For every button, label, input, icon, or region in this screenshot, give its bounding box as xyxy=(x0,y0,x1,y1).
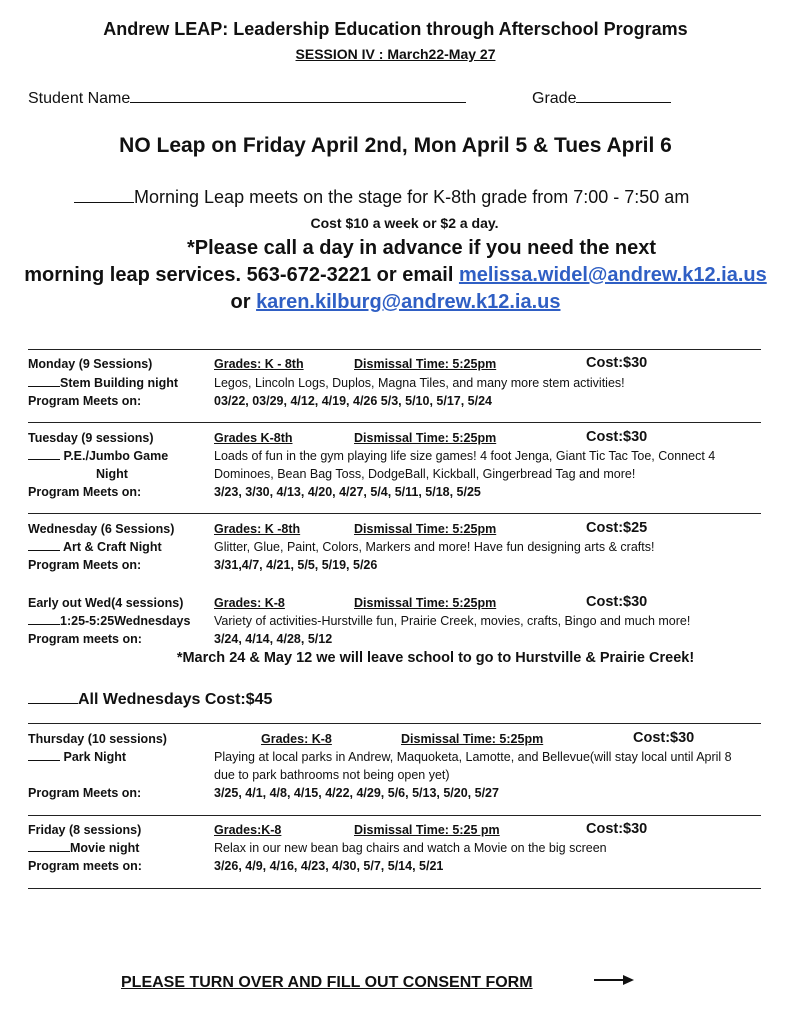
friday-program-name: Movie night xyxy=(70,841,140,855)
early-out-note: *March 24 & May 12 we will leave school to go to Hurstville & Prairie Creek! xyxy=(176,650,695,666)
friday-signup-blank[interactable] xyxy=(28,839,70,852)
all-wednesdays-option xyxy=(28,689,272,709)
student-name-blank[interactable] xyxy=(130,88,466,103)
monday-day: Monday (9 Sessions) xyxy=(28,357,153,371)
student-name-label: Student Name xyxy=(28,90,131,107)
thursday-cost: Cost:$30 xyxy=(633,730,695,746)
call-notice-line2 xyxy=(0,264,791,287)
friday-grades: Grades:K-8 xyxy=(214,823,282,837)
thursday-dates: 3/25, 4/1, 4/8, 4/15, 4/22, 4/29, 5/6, 5/13, 5/20, 5/27 xyxy=(214,786,499,800)
morning-cost: Cost $10 a week or $2 a day. xyxy=(310,215,499,231)
friday-dismissal: Dismissal Time: 5:25 pm xyxy=(354,823,500,837)
friday-dates: 3/26, 4/9, 4/16, 4/23, 4/30, 5/7, 5/14, 5/21 xyxy=(214,859,444,873)
page-title: Andrew LEAP: Leadership Education through Afterschool Programs xyxy=(103,19,688,39)
friday-program xyxy=(28,839,139,857)
early-out-dismissal: Dismissal Time: 5:25pm xyxy=(354,596,497,610)
divider xyxy=(28,888,761,889)
grade-blank[interactable] xyxy=(576,88,671,103)
tuesday-day: Tuesday (9 sessions) xyxy=(28,431,154,445)
email-link-melissa[interactable]: melissa.widel@andrew.k12.ia.us xyxy=(458,264,767,286)
divider xyxy=(28,723,761,724)
wednesday-dates: 3/31,4/7, 4/21, 5/5, 5/19, 5/26 xyxy=(214,558,378,572)
divider xyxy=(28,513,761,514)
monday-description: Legos, Lincoln Logs, Duplos, Magna Tiles, and many more stem activities! xyxy=(214,376,625,390)
call-notice-text: morning leap services. 563-672-3221 or email xyxy=(24,264,459,286)
thursday-description-line2: due to park bathrooms not being open yet) xyxy=(214,768,450,782)
wednesday-day: Wednesday (6 Sessions) xyxy=(28,522,175,536)
monday-signup-blank[interactable] xyxy=(28,374,60,387)
call-notice-line3 xyxy=(0,291,791,314)
wednesday-grades: Grades: K -8th xyxy=(214,522,301,536)
divider xyxy=(28,815,761,816)
early-out-description: Variety of activities-Hurstville fun, Prairie Creek, movies, crafts, Bingo and much more! xyxy=(214,614,691,628)
or-text: or xyxy=(230,291,257,313)
no-leap-notice: NO Leap on Friday April 2nd, Mon April 5 & Tues April 6 xyxy=(119,134,672,157)
monday-cost: Cost:$30 xyxy=(586,355,648,371)
morning-leap-text: Morning Leap meets on the stage for K-8th grade from 7:00 - 7:50 am xyxy=(134,187,690,207)
wednesday-meets-label: Program Meets on: xyxy=(28,558,142,572)
wednesday-program xyxy=(28,538,162,556)
tuesday-meets-label: Program Meets on: xyxy=(28,485,142,499)
all-wednesdays-signup-blank[interactable] xyxy=(28,689,78,704)
consent-form-instruction: PLEASE TURN OVER AND FILL OUT CONSENT FORM xyxy=(121,974,533,991)
divider xyxy=(28,422,761,423)
tuesday-grades: Grades K-8th xyxy=(214,431,293,445)
morning-leap-checkbox-blank[interactable] xyxy=(74,188,134,203)
call-notice-line1: *Please call a day in advance if you need the next xyxy=(186,237,657,259)
student-name-field[interactable] xyxy=(28,88,466,108)
divider xyxy=(28,349,761,350)
monday-dates: 03/22, 03/29, 4/12, 4/19, 4/26 5/3, 5/10, 5/17, 5/24 xyxy=(214,394,493,408)
friday-description: Relax in our new bean bag chairs and watch a Movie on the big screen xyxy=(214,841,607,855)
thursday-program-name: Park Night xyxy=(63,750,126,764)
tuesday-description-line1: Loads of fun in the gym playing life size games! 4 foot Jenga, Giant Tic Tac Toe, Connect 4 xyxy=(214,449,716,463)
monday-program xyxy=(28,374,178,392)
monday-meets-label: Program Meets on: xyxy=(28,394,142,408)
early-out-grades: Grades: K-8 xyxy=(214,596,285,610)
tuesday-program-name-line2: Night xyxy=(96,467,128,481)
tuesday-signup-blank[interactable] xyxy=(28,447,60,460)
early-out-meets-label: Program meets on: xyxy=(28,632,142,646)
tuesday-program xyxy=(28,447,168,465)
thursday-dismissal: Dismissal Time: 5:25pm xyxy=(401,732,544,746)
tuesday-description-line2: Dominoes, Bean Bag Toss, DodgeBall, Kickball, Gingerbread Tag and more! xyxy=(214,467,636,481)
wednesday-dismissal: Dismissal Time: 5:25pm xyxy=(354,522,497,536)
all-wednesdays-text: All Wednesdays Cost:$45 xyxy=(78,691,273,708)
wednesday-description: Glitter, Glue, Paint, Colors, Markers and more! Have fun designing arts & crafts! xyxy=(214,540,655,554)
thursday-description-line1: Playing at local parks in Andrew, Maquoketa, Lamotte, and Bellevue(will stay local until April 8 xyxy=(214,750,732,764)
thursday-program xyxy=(28,748,126,766)
right-arrow-icon xyxy=(593,972,635,988)
thursday-grades: Grades: K-8 xyxy=(261,732,332,746)
early-out-day: Early out Wed(4 sessions) xyxy=(28,596,184,610)
early-out-program xyxy=(28,612,190,630)
wednesday-cost: Cost:$25 xyxy=(586,520,648,536)
morning-leap-line xyxy=(74,187,689,208)
monday-program-name: Stem Building night xyxy=(60,376,179,390)
session-subtitle: SESSION IV : March22-May 27 xyxy=(295,46,496,62)
friday-day: Friday (8 sessions) xyxy=(28,823,142,837)
thursday-day: Thursday (10 sessions) xyxy=(28,732,167,746)
tuesday-cost: Cost:$30 xyxy=(586,429,648,445)
wednesday-program-name: Art & Craft Night xyxy=(63,540,162,554)
tuesday-dates: 3/23, 3/30, 4/13, 4/20, 4/27, 5/4, 5/11, 5/18, 5/25 xyxy=(214,485,481,499)
thursday-meets-label: Program Meets on: xyxy=(28,786,142,800)
monday-grades: Grades: K - 8th xyxy=(214,357,304,371)
early-out-program-name: 1:25-5:25Wednesdays xyxy=(60,614,191,628)
grade-label: Grade xyxy=(532,90,577,107)
early-out-signup-blank[interactable] xyxy=(28,612,60,625)
early-out-dates: 3/24, 4/14, 4/28, 5/12 xyxy=(214,632,333,646)
email-link-karen[interactable]: karen.kilburg@andrew.k12.ia.us xyxy=(256,291,561,313)
wednesday-signup-blank[interactable] xyxy=(28,538,60,551)
grade-field[interactable] xyxy=(532,88,671,108)
friday-cost: Cost:$30 xyxy=(586,821,648,837)
friday-meets-label: Program meets on: xyxy=(28,859,142,873)
early-out-cost: Cost:$30 xyxy=(586,594,648,610)
monday-dismissal: Dismissal Time: 5:25pm xyxy=(354,357,497,371)
tuesday-program-name: P.E./Jumbo Game xyxy=(63,449,169,463)
tuesday-dismissal: Dismissal Time: 5:25pm xyxy=(354,431,497,445)
thursday-signup-blank[interactable] xyxy=(28,748,60,761)
